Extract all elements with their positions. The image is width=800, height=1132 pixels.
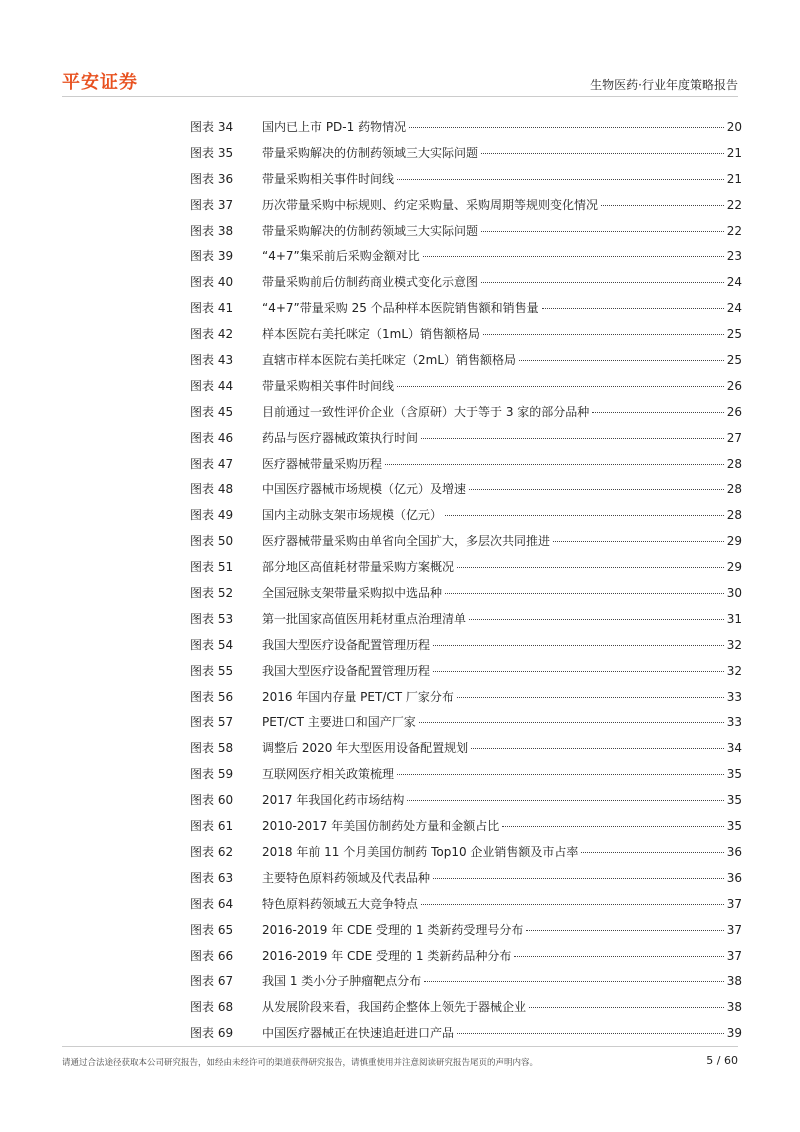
toc-entry-page: 38: [726, 974, 742, 989]
toc-entry-title: 直辖市样本医院右美托咪定（2mL）销售额格局: [262, 353, 517, 368]
toc-entry-page: 24: [726, 275, 742, 290]
page-number: 5 / 60: [706, 1054, 738, 1067]
toc-entry-page: 31: [726, 611, 742, 626]
toc-entry-title: 从发展阶段来看，我国药企整体上领先于器械企业: [262, 1000, 527, 1015]
footer-divider: [62, 1046, 738, 1047]
toc-entry[interactable]: [190, 193, 742, 219]
dot-leader: [592, 412, 723, 413]
toc-entry-number: 图表 41: [190, 301, 234, 316]
toc-entry-number: 图表 67: [190, 974, 234, 989]
toc-entry-page: 37: [726, 948, 742, 963]
toc-entry[interactable]: [190, 244, 742, 270]
toc-entry-number: 图表 53: [190, 611, 234, 626]
toc-entry-page: 36: [726, 870, 742, 885]
toc-entry-title: 国内已上市 PD-1 药物情况: [262, 120, 407, 134]
dot-leader: [481, 282, 724, 283]
toc-entry-number: 图表 69: [190, 1026, 234, 1041]
toc-entry[interactable]: [190, 400, 742, 426]
toc-entry-number: 图表 50: [190, 534, 234, 549]
toc-entry[interactable]: [190, 477, 742, 503]
dot-leader: [445, 593, 724, 594]
toc-entry-number: 图表 35: [190, 145, 234, 160]
toc-entry[interactable]: [190, 762, 742, 788]
toc-entry-title: 带量采购前后仿制药商业模式变化示意图: [262, 275, 479, 290]
toc-entry-title: 2016 年国内存量 PET/CT 厂家分布: [262, 689, 454, 704]
toc-entry-number: 图表 68: [190, 1000, 234, 1015]
toc-entry-title: 全国冠脉支架带量采购拟中选品种: [262, 586, 443, 601]
toc-entry[interactable]: [190, 866, 742, 892]
toc-entry-number: 图表 40: [190, 275, 234, 290]
dot-leader: [457, 1033, 724, 1034]
toc-entry[interactable]: [190, 633, 742, 659]
toc-entry[interactable]: [190, 918, 742, 944]
toc-entry-number: 图表 38: [190, 223, 234, 238]
toc-entry-number: 图表 62: [190, 844, 234, 859]
toc-entry-page: 33: [726, 689, 742, 704]
dot-leader: [529, 1007, 724, 1008]
toc-entry-page: 23: [726, 249, 742, 264]
toc-entry[interactable]: [190, 814, 742, 840]
toc-entry-page: 21: [726, 145, 742, 160]
toc-entry-page: 33: [726, 715, 742, 730]
toc-entry[interactable]: [190, 426, 742, 452]
dot-leader: [542, 308, 724, 309]
dot-leader: [526, 930, 723, 931]
toc-entry[interactable]: [190, 788, 742, 814]
toc-entry-page: 25: [726, 327, 742, 342]
dot-leader: [424, 981, 723, 982]
dot-leader: [553, 541, 724, 542]
dot-leader: [445, 515, 724, 516]
toc-entry-page: 20: [726, 120, 742, 134]
toc-entry-title: 2016-2019 年 CDE 受理的 1 类新药品种分布: [262, 948, 512, 963]
toc-entry-title: 部分地区高值耗材带量采购方案概况: [262, 560, 455, 575]
toc-entry-page: 21: [726, 171, 742, 186]
toc-entry-number: 图表 52: [190, 586, 234, 601]
toc-entry-title: 带量采购解决的仿制药领域三大实际问题: [262, 145, 479, 160]
toc-entry-title: 带量采购相关事件时间线: [262, 378, 395, 393]
toc-entry-page: 32: [726, 663, 742, 678]
toc-entry-number: 图表 51: [190, 560, 234, 575]
toc-entry[interactable]: [190, 374, 742, 400]
toc-entry-page: 35: [726, 767, 742, 782]
dot-leader: [514, 956, 723, 957]
toc-entry-page: 37: [726, 896, 742, 911]
toc-entry-page: 22: [726, 197, 742, 212]
dot-leader: [433, 671, 724, 672]
dot-leader: [409, 127, 724, 128]
toc-entry-page: 30: [726, 586, 742, 601]
dot-leader: [481, 231, 724, 232]
toc-entry-number: 图表 58: [190, 741, 234, 756]
toc-entry-title: “4+7”带量采购 25 个品种样本医院销售额和销售量: [262, 301, 539, 316]
toc-entry[interactable]: [190, 348, 742, 374]
toc-entry-title: PET/CT 主要进口和国产厂家: [262, 715, 416, 730]
toc-entry-title: 互联网医疗相关政策梳理: [262, 767, 395, 782]
toc-entry[interactable]: [190, 296, 742, 322]
toc-entry-title: 医疗器械带量采购历程: [262, 456, 383, 471]
toc-entry-title: 我国 1 类小分子肿瘤靶点分布: [262, 974, 422, 989]
toc-entry[interactable]: [190, 452, 742, 478]
dot-leader: [433, 878, 724, 879]
toc-entry-page: 28: [726, 456, 742, 471]
disclaimer-note: 请通过合法途径获取本公司研究报告，如经由未经许可的渠道获得研究报告，请慎重使用并注意阅读研究报告尾页的声明内容。: [62, 1058, 539, 1068]
toc-entry[interactable]: [190, 529, 742, 555]
dot-leader: [423, 256, 724, 257]
dot-leader: [601, 205, 724, 206]
dot-leader: [469, 489, 724, 490]
toc-entry-number: 图表 54: [190, 637, 234, 652]
toc-entry-number: 图表 66: [190, 948, 234, 963]
dot-leader: [421, 904, 724, 905]
toc-entry-title: 2017 年我国化药市场结构: [262, 793, 405, 808]
toc-entry-page: 34: [726, 741, 742, 756]
toc-entry[interactable]: [190, 115, 742, 141]
toc-entry-title: 调整后 2020 年大型医用设备配置规划: [262, 741, 469, 756]
dot-leader: [397, 386, 724, 387]
toc-entry[interactable]: [190, 840, 742, 866]
dot-leader: [581, 852, 723, 853]
toc-entry-title: 样本医院右美托咪定（1mL）销售额格局: [262, 327, 481, 342]
toc-entry-page: 28: [726, 482, 742, 497]
toc-entry-title: 中国医疗器械市场规模（亿元）及增速: [262, 482, 467, 497]
toc-entry-page: 29: [726, 534, 742, 549]
header-divider: [62, 96, 738, 97]
toc-entry-title: 特色原料药领域五大竞争特点: [262, 896, 419, 911]
toc-entry-page: 29: [726, 560, 742, 575]
toc-entry-title: 带量采购相关事件时间线: [262, 171, 395, 186]
toc-entry[interactable]: [190, 710, 742, 736]
toc-entry-page: 27: [726, 430, 742, 445]
toc-entry[interactable]: [190, 1021, 742, 1047]
toc-entry-title: 药品与医疗器械政策执行时间: [262, 430, 419, 445]
toc-entry-number: 图表 65: [190, 922, 234, 937]
toc-entry-number: 图表 60: [190, 793, 234, 808]
toc-entry[interactable]: [190, 219, 742, 245]
toc-entry-title: 中国医疗器械正在快速追赶进口产品: [262, 1026, 455, 1041]
toc-entry[interactable]: [190, 736, 742, 762]
toc-entry-title: 我国大型医疗设备配置管理历程: [262, 637, 431, 652]
toc-entry-page: 36: [726, 844, 742, 859]
dot-leader: [385, 464, 724, 465]
toc-entry-page: 26: [726, 378, 742, 393]
dot-leader: [407, 800, 723, 801]
toc-entry-number: 图表 61: [190, 819, 234, 834]
toc-entry[interactable]: [190, 944, 742, 970]
dot-leader: [457, 697, 724, 698]
page-footer: [62, 1046, 738, 1068]
report-title: 生物医药·行业年度策略报告: [590, 78, 738, 92]
toc-entry-title: 带量采购解决的仿制药领域三大实际问题: [262, 223, 479, 238]
toc-entry-page: 22: [726, 223, 742, 238]
toc-entry-title: 我国大型医疗设备配置管理历程: [262, 663, 431, 678]
toc-entry-number: 图表 64: [190, 896, 234, 911]
toc-entry-title: 目前通过一致性评价企业（含原研）大于等于 3 家的部分品种: [262, 404, 590, 419]
toc-entry-number: 图表 59: [190, 767, 234, 782]
dot-leader: [421, 438, 724, 439]
toc-entry[interactable]: [190, 892, 742, 918]
toc-entry[interactable]: [190, 581, 742, 607]
toc-entry-title: 2010-2017 年美国仿制药处方量和金额占比: [262, 819, 500, 834]
toc-entry-number: 图表 39: [190, 249, 234, 264]
dot-leader: [502, 826, 723, 827]
toc-entry-number: 图表 56: [190, 689, 234, 704]
toc-entry-page: 35: [726, 793, 742, 808]
toc-entry[interactable]: [190, 685, 742, 711]
toc-entry-page: 37: [726, 922, 742, 937]
dot-leader: [397, 774, 724, 775]
toc-entry-title: 医疗器械带量采购由单省向全国扩大，多层次共同推进: [262, 534, 551, 549]
toc-entry-title: 第一批国家高值医用耗材重点治理清单: [262, 611, 467, 626]
toc-entry-title: 国内主动脉支架市场规模（亿元）: [262, 508, 443, 523]
toc-entry-page: 39: [726, 1026, 742, 1041]
toc-entry-title: 历次带量采购中标规则、约定采购量、采购周期等规则变化情况: [262, 197, 599, 212]
toc-entry-page: 26: [726, 404, 742, 419]
toc-entry[interactable]: [190, 969, 742, 995]
dot-leader: [483, 334, 724, 335]
dot-leader: [419, 722, 724, 723]
toc-entry-title: 2016-2019 年 CDE 受理的 1 类新药受理号分布: [262, 922, 524, 937]
toc-entry-number: 图表 36: [190, 171, 234, 186]
toc-entry-title: “4+7”集采前后采购金额对比: [262, 249, 420, 264]
toc-entry-number: 图表 55: [190, 663, 234, 678]
toc-entry-number: 图表 44: [190, 378, 234, 393]
toc-entry-number: 图表 34: [190, 120, 234, 134]
toc-entry-number: 图表 43: [190, 353, 234, 368]
toc-entry-number: 图表 63: [190, 870, 234, 885]
dot-leader: [433, 645, 724, 646]
toc-entry-page: 28: [726, 508, 742, 523]
toc-entry-title: 2018 年前 11 个月美国仿制药 Top10 企业销售额及市占率: [262, 844, 579, 859]
toc-entry[interactable]: [190, 503, 742, 529]
figure-list: [190, 115, 742, 1047]
toc-entry-page: 35: [726, 819, 742, 834]
dot-leader: [481, 153, 724, 154]
toc-entry-page: 38: [726, 1000, 742, 1015]
toc-entry[interactable]: [190, 659, 742, 685]
toc-entry[interactable]: [190, 141, 742, 167]
toc-entry[interactable]: [190, 995, 742, 1021]
toc-entry-title: 主要特色原料药领域及代表品种: [262, 870, 431, 885]
dot-leader: [457, 567, 724, 568]
toc-entry[interactable]: [190, 167, 742, 193]
toc-entry-page: 24: [726, 301, 742, 316]
toc-entry[interactable]: [190, 555, 742, 581]
toc-entry-number: 图表 48: [190, 482, 234, 497]
toc-entry-page: 32: [726, 637, 742, 652]
brand-logo: 平安证券: [62, 72, 138, 93]
toc-entry-number: 图表 37: [190, 197, 234, 212]
toc-entry-number: 图表 47: [190, 456, 234, 471]
dot-leader: [471, 748, 724, 749]
toc-entry-number: 图表 45: [190, 404, 234, 419]
toc-entry[interactable]: [190, 270, 742, 296]
dot-leader: [469, 619, 724, 620]
dot-leader: [519, 360, 724, 361]
toc-entry-number: 图表 42: [190, 327, 234, 342]
toc-entry-page: 25: [726, 353, 742, 368]
toc-entry[interactable]: [190, 322, 742, 348]
page-header: [62, 60, 738, 96]
dot-leader: [397, 179, 724, 180]
toc-entry-number: 图表 57: [190, 715, 234, 730]
toc-entry-number: 图表 49: [190, 508, 234, 523]
toc-entry[interactable]: [190, 607, 742, 633]
toc-entry-number: 图表 46: [190, 430, 234, 445]
